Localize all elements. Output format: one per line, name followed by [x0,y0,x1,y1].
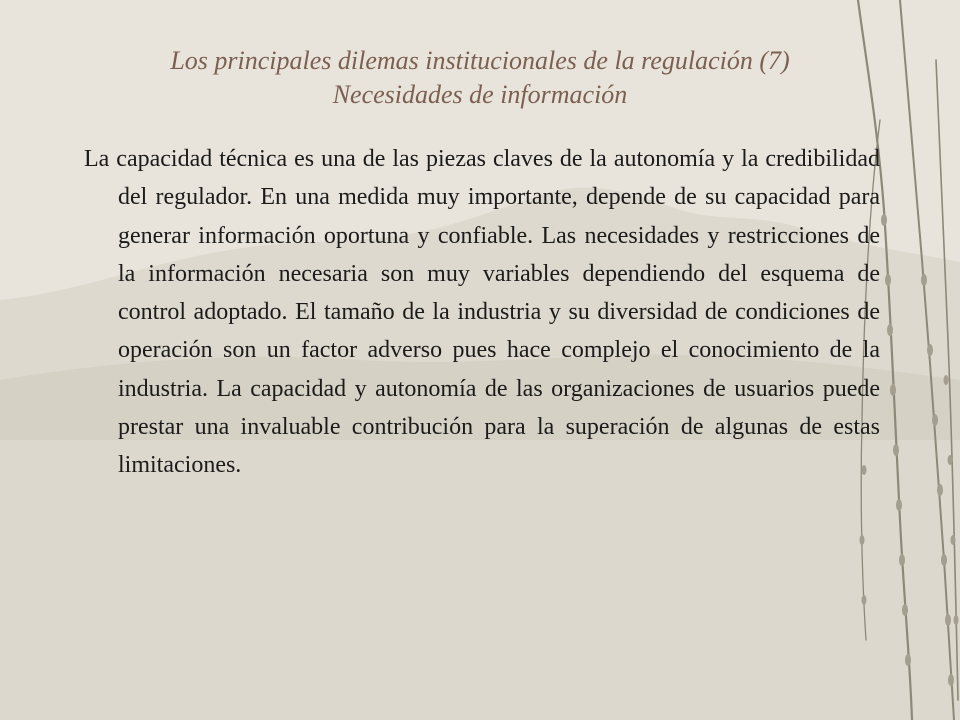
title-line-2: Necesidades de información [332,80,628,109]
title-line-1: Los principales dilemas institucionales de la regulación (7) [170,46,790,75]
body-paragraph: La capacidad técnica es una de las piezas claves de la autonomía y la credibilidad del regulador. En una medida muy importante, depende de su capacidad para generar información oportuna y confiable. Las necesidades y restricciones de la información necesaria son muy variables dependiendo del esquema de control adoptado. El tamaño de la industria y su diversidad de condiciones de operación son un factor adverso pues hace complejo el conocimiento de la industria. La capacidad y autonomía de las organizaciones de usuarios puede prestar una invaluable contribución para la superación de algunas de estas limitaciones. [84,146,880,479]
slide-title [40,44,920,112]
